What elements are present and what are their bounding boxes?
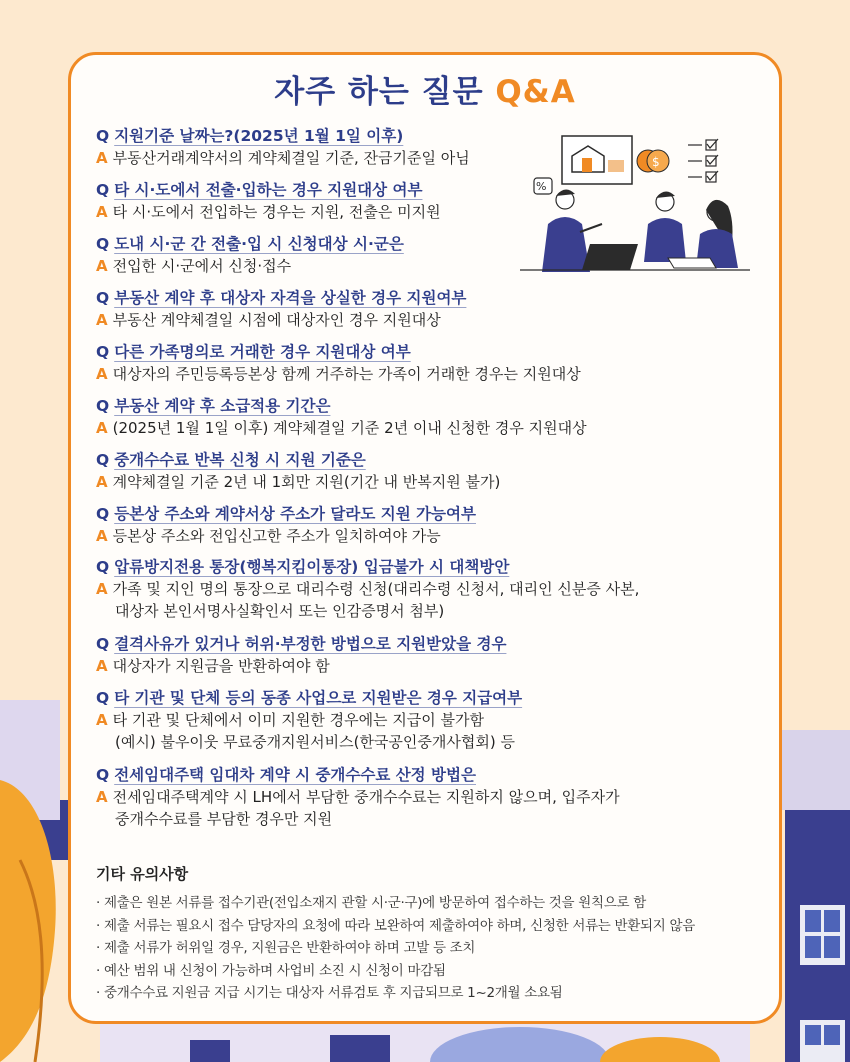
a-marker: A [96,257,108,275]
answer-text: 부동산 계약체결일 시점에 대상자인 경우 지원대상 [112,311,441,329]
answer [96,655,776,677]
q-marker: Q [96,343,110,361]
answer-text-line2: 중개수수료를 부담한 경우만 지원 [115,810,333,828]
question [96,179,776,201]
a-marker: A [96,149,108,167]
answer [96,147,776,169]
qa-item [96,449,776,493]
answer-text: 대상자의 주민등록등본상 함께 거주하는 가족이 거래한 경우는 지원대상 [112,365,581,383]
question [96,233,776,255]
question-text: 중개수수료 반복 신청 시 지원 기준은 [114,451,366,469]
question [96,395,776,417]
answer [96,363,776,385]
a-marker: A [96,788,108,806]
q-marker: Q [96,397,110,415]
a-marker: A [96,527,108,545]
answer-text: 대상자가 지원금을 반환하여야 함 [112,657,330,675]
q-marker: Q [96,451,110,469]
question-text: 부동산 계약 후 소급적용 기간은 [114,397,331,415]
q-marker: Q [96,127,110,145]
note-item: · 중개수수료 지원금 지급 시기는 대상자 서류검토 후 지급되므로 1~2개월 소요됨 [96,985,563,1001]
note-item: · 제출 서류는 필요시 접수 담당자의 요청에 따라 보완하여 제출하여야 하며, 신청한 서류는 반환되지 않음 [96,917,695,934]
answer-text: 전입한 시·군에서 신청·접수 [112,257,292,275]
question [96,341,776,363]
page-title [0,66,850,111]
a-marker: A [96,203,108,221]
answer [96,201,776,223]
question [96,687,776,709]
qa-item [96,764,776,830]
answer [96,471,776,493]
note-item: · 제출 서류가 허위일 경우, 지원금은 반환하여야 하며 고발 등 조치 [96,940,476,956]
answer-text-line2: (예시) 불우이웃 무료중개지원서비스(한국공인중개사협회) 등 [115,733,515,751]
a-marker: A [96,473,108,491]
a-marker: A [96,580,108,598]
qa-item [96,633,776,677]
q-marker: Q [96,689,110,707]
question-text: 결격사유가 있거나 허위·부정한 방법으로 지원받았을 경우 [114,635,507,653]
answer-text: 타 기관 및 단체에서 이미 지원한 경우에는 지급이 불가함 [112,711,485,729]
question-text: 타 시·도에서 전출·입하는 경우 지원대상 여부 [114,181,423,199]
question-text: 지원기준 날짜는?(2025년 1월 1일 이후) [114,127,404,145]
q-marker: Q [96,505,110,523]
qa-item [96,556,776,622]
qa-item [96,687,776,753]
title-main: 자주 하는 질문 [274,74,484,110]
q-marker: Q [96,181,110,199]
answer-text-line2: 대상자 본인서명사실확인서 또는 인감증명서 첨부) [115,602,445,620]
answer [96,417,776,439]
question [96,633,776,655]
q-marker: Q [96,289,110,307]
q-marker: Q [96,235,110,253]
qa-item [96,395,776,439]
qa-item [96,503,776,547]
question-text: 압류방지전용 통장(행복지킴이통장) 입금불가 시 대책방안 [114,558,510,576]
question-text: 타 기관 및 단체 등의 동종 사업으로 지원받은 경우 지급여부 [114,689,523,707]
qa-item [96,179,776,223]
a-marker: A [96,311,108,329]
answer [96,578,776,622]
qa-item [96,341,776,385]
q-marker: Q [96,635,110,653]
question-text: 등본상 주소와 계약서상 주소가 달라도 지원 가능여부 [114,505,476,523]
answer-text: 가족 및 지인 명의 통장으로 대리수령 신청(대리수령 신청서, 대리인 신분증 사본, [112,580,640,598]
answer [96,786,776,830]
question-text: 부동산 계약 후 대상자 자격을 상실한 경우 지원여부 [114,289,467,307]
question [96,125,776,147]
note-item: · 예산 범위 내 신청이 가능하며 사업비 소진 시 신청이 마감됨 [96,962,446,979]
question [96,764,776,786]
answer [96,255,776,277]
answer-text: 타 시·도에서 전입하는 경우는 지원, 전출은 미지원 [112,203,441,221]
q-marker: Q [96,558,110,576]
title-qa: Q&A [495,74,576,110]
question-text: 도내 시·군 간 전출·입 시 신청대상 시·군은 [114,235,404,253]
question [96,449,776,471]
notes-title: 기타 유의사항 [96,865,189,883]
question [96,287,776,309]
question [96,503,776,525]
a-marker: A [96,711,108,729]
a-marker: A [96,365,108,383]
answer [96,525,776,547]
percent-symbol: % [536,180,547,193]
answer [96,709,776,753]
answer-text: 부동산거래계약서의 계약체결일 기준, 잔금기준일 아님 [112,149,470,167]
note-item: · 제출은 원본 서류를 접수기관(전입소재지 관할 시·군·구)에 방문하여 접수하는 것을 원칙으로 함 [96,895,646,911]
notes-section [96,863,776,1005]
answer-text: 전세임대주택계약 시 LH에서 부담한 중개수수료는 지원하지 않으며, 입주자가 [112,788,620,806]
q-marker: Q [96,766,110,784]
question [96,556,776,578]
answer [96,309,776,331]
answer-text: (2025년 1월 1일 이후) 계약체결일 기준 2년 이내 신청한 경우 지원대상 [112,419,587,437]
coin-symbol: $ [652,155,660,169]
a-marker: A [96,419,108,437]
answer-text: 등본상 주소와 전입신고한 주소가 일치하여야 가능 [112,527,441,545]
qa-item [96,125,776,169]
qa-item [96,233,776,277]
answer-text: 계약체결일 기준 2년 내 1회만 지원(기간 내 반복지원 불가) [112,473,501,491]
qa-item [96,287,776,331]
question-text: 다른 가족명의로 거래한 경우 지원대상 여부 [114,343,411,361]
question-text: 전세임대주택 임대차 계약 시 중개수수료 산정 방법은 [114,766,476,784]
a-marker: A [96,657,108,675]
